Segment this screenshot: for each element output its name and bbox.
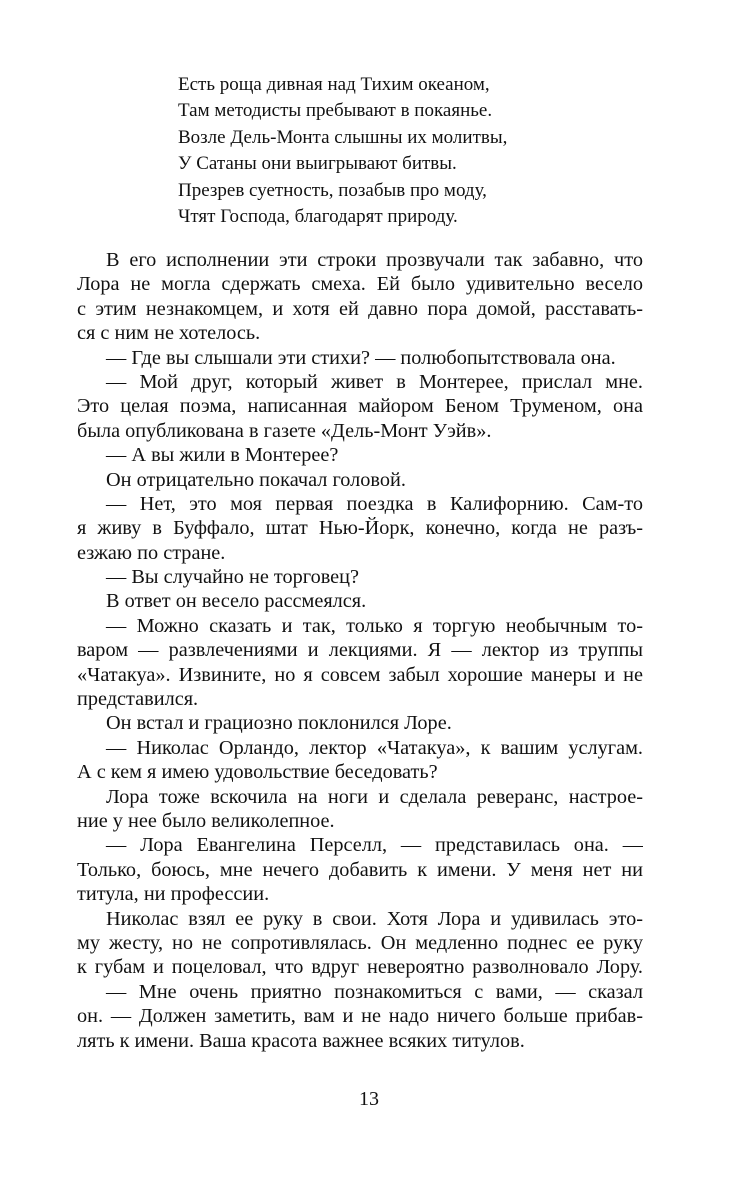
text-line: А с кем я имею удовольствие беседовать? — [77, 761, 438, 784]
text-line: Только, боюсь, мне нечего добавить к имени. У меня нет ни — [77, 858, 643, 881]
text-line: — Где вы слышали эти стихи? — полюбопытствовала она. — [106, 346, 616, 369]
text-line: ние у нее было великолепное. — [77, 809, 335, 832]
text-line: — А вы жили в Монтерее? — [106, 444, 339, 467]
text-line: Он встал и грациозно поклонился Лоре. — [106, 712, 452, 735]
text-line: Лора не могла сдержать смеха. Ей было удивительно весело — [77, 273, 643, 296]
text-line: — Нет, это моя первая поездка в Калифорнию. Сам-то — [106, 492, 643, 515]
poem-line: У Сатаны они выигрывают битвы. — [178, 153, 457, 175]
prose-body — [77, 248, 643, 1053]
text-line: титула, ни профессии. — [77, 883, 270, 906]
text-line: представился. — [77, 688, 199, 711]
text-line: — Мне очень приятно познакомиться с вами, — сказал — [106, 980, 643, 1003]
text-line: В ответ он весело рассмеялся. — [106, 590, 367, 613]
text-line: «Чатакуа». Извините, но я совсем забыл хорошие манеры и не — [77, 663, 643, 686]
poem-stanza — [178, 72, 598, 230]
poem-line: Презрев суетность, позабыв про моду, — [178, 179, 487, 201]
text-line: Он отрицательно покачал головой. — [106, 468, 406, 491]
text-line: — Николас Орландо, лектор «Чатакуа», к вашим услугам. — [106, 736, 643, 759]
text-line: он. — Должен заметить, вам и не надо ничего больше прибав- — [77, 1005, 643, 1028]
text-line: — Лора Евангелина Перселл, — представилась она. — — [106, 834, 643, 857]
text-line: В его исполнении эти строки прозвучали так забавно, что — [106, 249, 643, 271]
text-line: я живу в Буффало, штат Нью-Йорк, конечно, когда не разъ- — [77, 517, 643, 540]
poem-line: Чтят Господа, благодарят природу. — [178, 206, 458, 228]
text-line: с этим незнакомцем, и хотя ей давно пора домой, расставать- — [77, 297, 643, 320]
page-number: 13 — [359, 1088, 379, 1110]
poem-line: Есть роща дивная над Тихим океаном, — [178, 74, 490, 95]
poem-line: Возле Дель-Монта слышны их молитвы, — [178, 126, 508, 148]
text-line: ся с ним не хотелось. — [77, 322, 261, 345]
text-line: к губам и поцеловал, что вдруг невероятно разволновало Лору. — [77, 956, 643, 979]
text-line: му жесту, но не сопротивлялась. Он медленно поднес ее руку — [77, 931, 643, 954]
text-line: Это целая поэма, написанная майором Беном Труменом, она — [77, 395, 643, 418]
text-line: Лора тоже вскочила на ноги и сделала реверанс, настрое- — [106, 785, 643, 808]
text-line: была опубликована в газете «Дель-Монт Уэйв». — [77, 419, 492, 442]
text-line: — Мой друг, который живет в Монтерее, прислал мне. — [106, 370, 643, 393]
text-line: лять к имени. Ваша красота важнее всяких титулов. — [77, 1029, 525, 1052]
text-line: — Можно сказать и так, только я торгую необычным то- — [106, 614, 643, 637]
poem-line: Там методисты пребывают в покаянье. — [178, 100, 493, 122]
text-line: езжаю по стране. — [77, 541, 226, 564]
text-line: варом — развлечениями и лекциями. Я — лектор из труппы — [77, 639, 643, 662]
text-line: — Вы случайно не торговец? — [106, 566, 360, 589]
text-line: Николас взял ее руку в свои. Хотя Лора и удивилась это- — [106, 907, 643, 930]
